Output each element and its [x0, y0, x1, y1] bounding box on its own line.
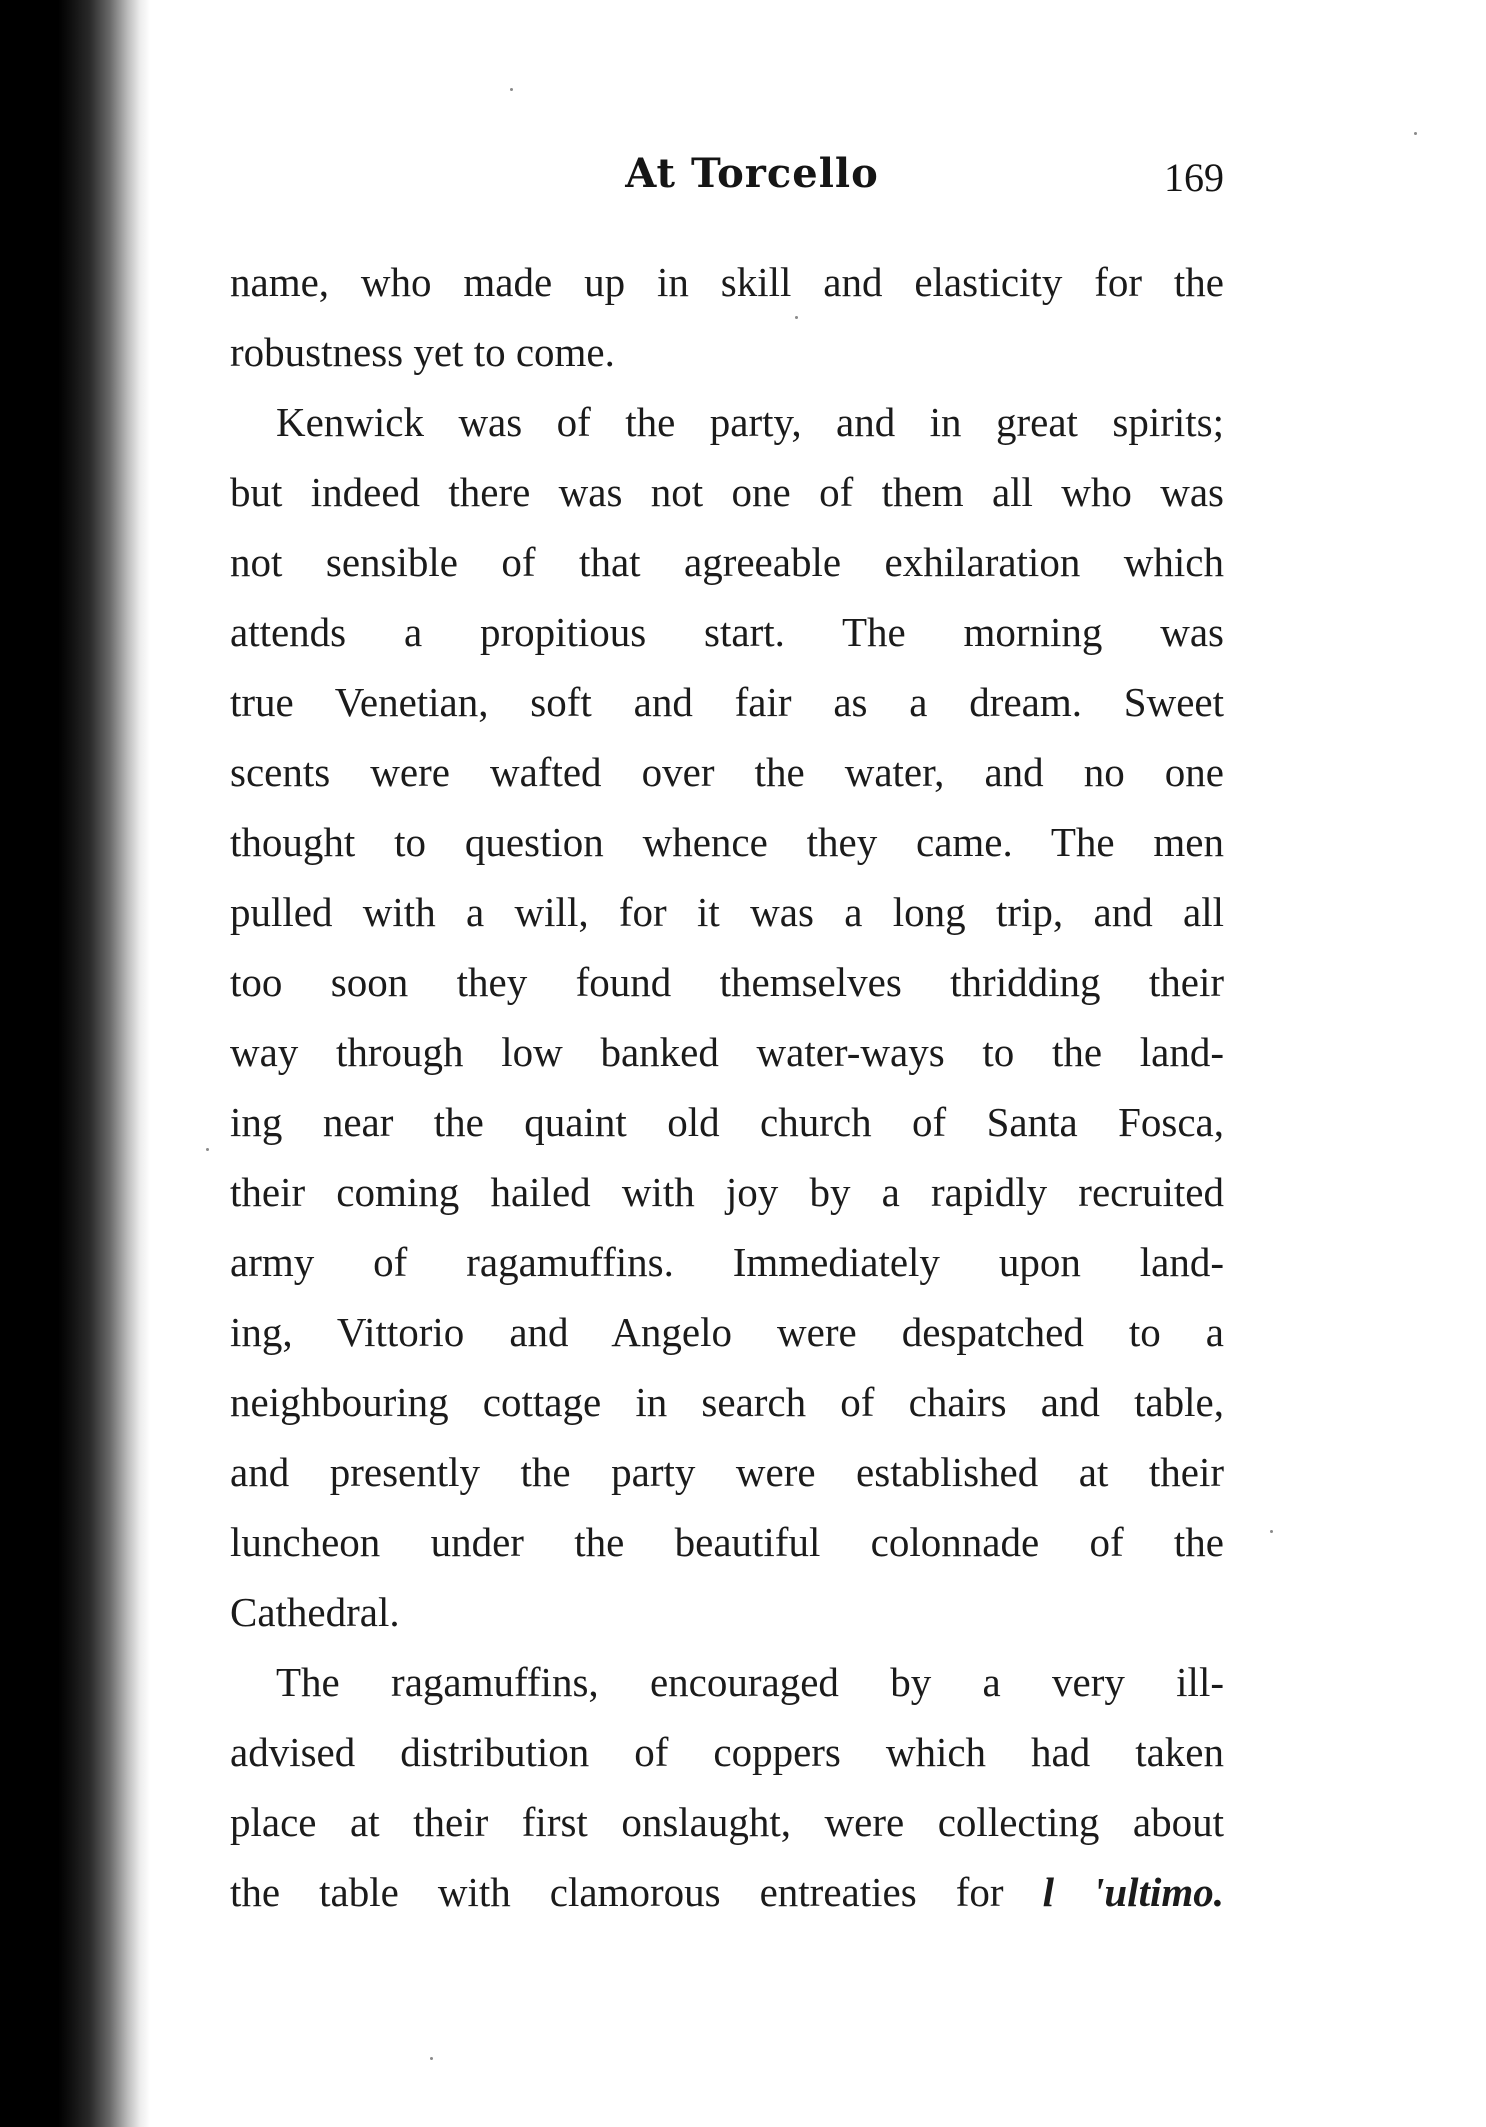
- text-line: ing near the quaint old church of Santa Fosca,: [230, 1099, 1224, 1145]
- text-line: advised distribution of coppers which had taken: [230, 1729, 1224, 1775]
- text-line: too soon they found themselves thridding their: [230, 959, 1224, 1005]
- running-title: At Torcello: [625, 150, 879, 197]
- text-line: not sensible of that agreeable exhilaration which: [230, 539, 1224, 585]
- text-line: scents were wafted over the water, and no one: [230, 749, 1224, 795]
- page-number: 169: [1164, 155, 1224, 200]
- paragraph-1: [230, 247, 1224, 387]
- text-line: Cathedral.: [230, 1589, 400, 1635]
- text-line: Kenwick was of the party, and in great spirits;: [276, 399, 1224, 445]
- text-line: neighbouring cottage in search of chairs and table,: [230, 1379, 1224, 1425]
- paper-speck: [206, 1148, 209, 1151]
- text-line: their coming hailed with joy by a rapidly recruited: [230, 1169, 1224, 1215]
- paper-speck: [1414, 132, 1417, 135]
- paper-speck: [795, 316, 798, 319]
- text-line: army of ragamuffins. Immediately upon land-: [230, 1239, 1224, 1285]
- text-line: place at their first onslaught, were collecting about: [230, 1799, 1224, 1845]
- text-line: but indeed there was not one of them all who was: [230, 469, 1224, 515]
- body-text: [230, 247, 1224, 1927]
- final-line: [230, 1857, 1224, 1927]
- final-line-text: the table with clamorous entreaties for: [230, 1869, 1004, 1915]
- paper-speck: [1270, 1530, 1273, 1533]
- text-line: name, who made up in skill and elasticity for the: [230, 259, 1224, 305]
- running-head: [230, 150, 1224, 210]
- paper-speck: [510, 88, 513, 91]
- text-line: attends a propitious start. The morning was: [230, 609, 1224, 655]
- text-line: way through low banked water-ways to the land-: [230, 1029, 1224, 1075]
- book-gutter-shadow: [0, 0, 150, 2127]
- paragraph-3: [230, 1647, 1224, 1927]
- paper-speck: [430, 2057, 433, 2060]
- text-line: ing, Vittorio and Angelo were despatched to a: [230, 1309, 1224, 1355]
- text-line: thought to question whence they came. The men: [230, 819, 1224, 865]
- italic-phrase: l 'ultimo.: [1042, 1869, 1224, 1915]
- text-line: and presently the party were established at their: [230, 1449, 1224, 1495]
- text-line: luncheon under the beautiful colonnade of the: [230, 1519, 1224, 1565]
- text-line: pulled with a will, for it was a long trip, and all: [230, 889, 1224, 935]
- text-line: The ragamuffins, encouraged by a very ill-: [276, 1659, 1224, 1705]
- text-line: robustness yet to come.: [230, 329, 615, 375]
- text-line: true Venetian, soft and fair as a dream. Sweet: [230, 679, 1224, 725]
- paragraph-2: [230, 387, 1224, 1647]
